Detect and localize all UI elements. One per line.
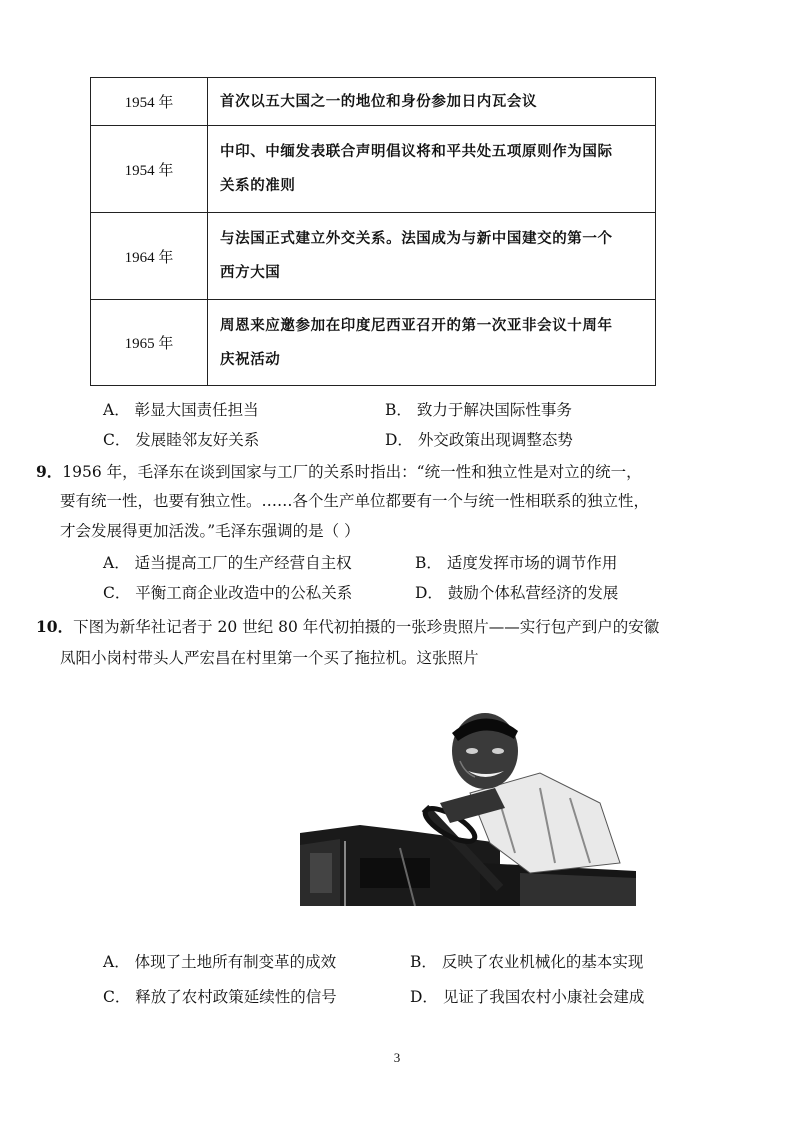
year-cell: 1965 年 xyxy=(91,300,208,386)
farmer-tractor-photo xyxy=(300,713,636,906)
q9-option-d[interactable]: D． 鼓励个体私营经济的发展 xyxy=(415,584,619,602)
year-cell: 1964 年 xyxy=(91,213,208,300)
q10-stem-line1: 10．下图为新华社记者于 20 世纪 80 年代初拍摄的一张珍贵照片——实行包产到户的安徽 xyxy=(36,617,660,636)
event-cell: 周恩来应邀参加在印度尼西亚召开的第一次亚非会议十周年 庆祝活动 xyxy=(208,300,656,386)
q8-option-a[interactable]: A． 彰显大国责任担当 xyxy=(103,401,259,419)
event-cell: 首次以五大国之一的地位和身份参加日内瓦会议 xyxy=(208,78,656,126)
table-row xyxy=(91,300,656,386)
q8-option-c[interactable]: C． 发展睦邻友好关系 xyxy=(103,431,260,449)
q10-option-a[interactable]: A． 体现了土地所有制变革的成效 xyxy=(103,953,337,971)
q9-stem-line2: 要有统一性，也要有独立性。……各个生产单位都要有一个与统一性相联系的独立性， xyxy=(60,492,650,510)
q10-number: 10． xyxy=(36,617,74,636)
year-cell: 1954 年 xyxy=(91,126,208,213)
q10-option-c[interactable]: C． 释放了农村政策延续性的信号 xyxy=(103,988,337,1006)
q10-option-b[interactable]: B． 反映了农业机械化的基本实现 xyxy=(410,953,644,971)
q8-option-b[interactable]: B． 致力于解决国际性事务 xyxy=(385,401,572,419)
table-row xyxy=(91,78,656,126)
q9-option-b[interactable]: B． 适度发挥市场的调节作用 xyxy=(415,554,618,572)
year-cell: 1954 年 xyxy=(91,78,208,126)
diplomacy-table xyxy=(90,77,656,386)
q10-stem-line2: 凤阳小岗村带头人严宏昌在村里第一个买了拖拉机。这张照片 xyxy=(60,649,479,667)
q10-option-d[interactable]: D． 见证了我国农村小康社会建成 xyxy=(410,988,645,1006)
page-number: 3 xyxy=(393,1050,401,1065)
q9-number: 9． xyxy=(36,462,63,481)
q9-stem-line1: 9．1956 年，毛泽东在谈到国家与工厂的关系时指出：“统一性和独立性是对立的统一， xyxy=(36,462,642,481)
table-row xyxy=(91,213,656,300)
event-cell: 中印、中缅发表联合声明倡议将和平共处五项原则作为国际 关系的准则 xyxy=(208,126,656,213)
q8-option-d[interactable]: D． 外交政策出现调整态势 xyxy=(385,431,573,449)
event-cell: 与法国正式建立外交关系。法国成为与新中国建交的第一个 西方大国 xyxy=(208,213,656,300)
table-row xyxy=(91,126,656,213)
q9-option-a[interactable]: A． 适当提高工厂的生产经营自主权 xyxy=(103,554,352,572)
q9-stem-line3: 才会发展得更加活泼。”毛泽东强调的是（ ） xyxy=(60,522,360,540)
q9-option-c[interactable]: C． 平衡工商企业改造中的公私关系 xyxy=(103,584,353,602)
